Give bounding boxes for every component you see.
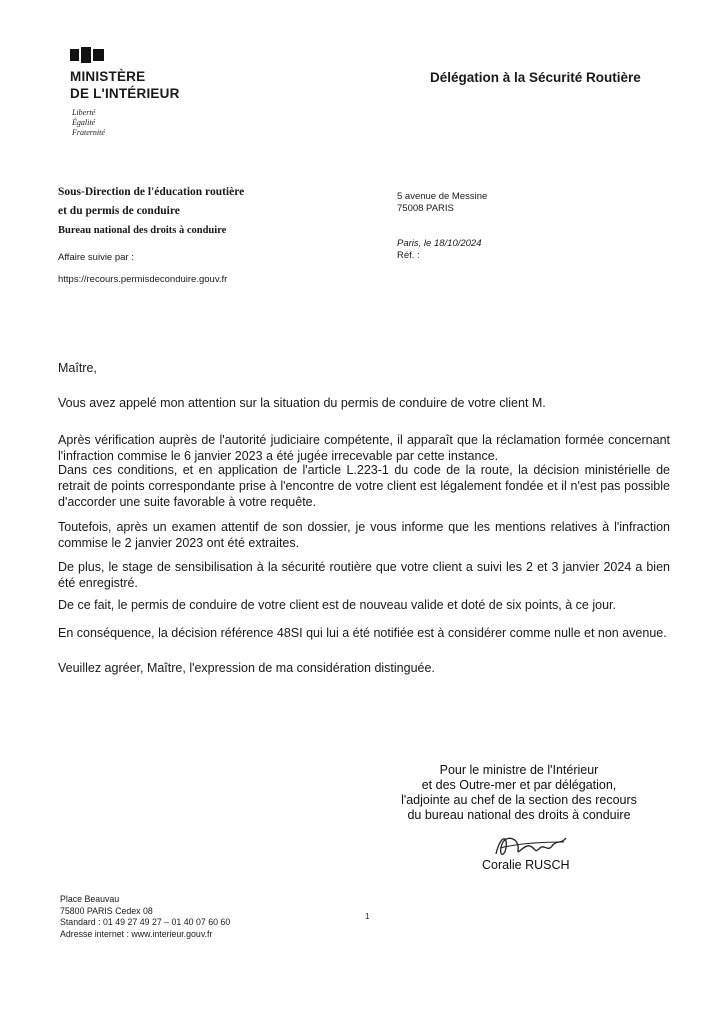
follow-up-label: Affaire suivie par : bbox=[58, 252, 134, 263]
ministry-line-1: MINISTÈRE bbox=[70, 69, 146, 84]
signer-name: Coralie RUSCH bbox=[482, 858, 570, 872]
paragraph-8: Veuillez agréer, Maître, l'expression de ma considération distinguée. bbox=[58, 661, 435, 675]
reference-label: Réf. : bbox=[397, 250, 420, 261]
footer-line-3: Standard : 01 49 27 49 27 – 01 40 07 60 60 bbox=[60, 917, 231, 927]
paragraph-3: Dans ces conditions, et en application de l'article L.223-1 du code de la route, la décision ministérielle de retrait de points correspondante prise à l'encontre de votre client est légalement fondée et il n'est pas possible d'accorder une suite favorable à votre requête. bbox=[58, 463, 670, 509]
paragraph-7: En conséquence, la décision référence 48SI qui lui a été notifiée est à considérer comme nulle et non avenue. bbox=[58, 626, 667, 640]
signature-line-1: Pour le ministre de l'Intérieur bbox=[439, 763, 599, 777]
recours-url[interactable]: https://recours.permisdeconduire.gouv.fr bbox=[58, 274, 228, 285]
footer-line-4: Adresse internet : www.interieur.gouv.fr bbox=[60, 928, 213, 939]
recipient-address bbox=[397, 191, 487, 215]
paragraph-5: De plus, le stage de sensibilisation à la sécurité routière que votre client a suivi les 2 et 3 janvier 2024 a bien été enregistré. bbox=[58, 560, 670, 590]
motto-liberte: Liberté bbox=[72, 108, 96, 117]
signature-line-3: l'adjointe au chef de la section des recours bbox=[401, 793, 637, 807]
delegation-title: Délégation à la Sécurité Routière bbox=[430, 70, 641, 85]
sender-department bbox=[58, 183, 244, 240]
sender-line-3: Bureau national des droits à conduire bbox=[58, 225, 227, 236]
recipient-city: 75008 PARIS bbox=[397, 203, 454, 214]
republic-motto bbox=[72, 108, 105, 138]
place-date: Paris, le 18/10/2024 bbox=[397, 238, 482, 249]
signature-block bbox=[388, 763, 650, 823]
footer-line-2: 75800 PARIS Cedex 08 bbox=[60, 905, 153, 916]
ministry-name bbox=[70, 68, 180, 102]
signature-line-4: du bureau national des droits à conduire bbox=[407, 808, 631, 822]
page-number: 1 bbox=[365, 912, 370, 921]
paragraph-6: De ce fait, le permis de conduire de votre client est de nouveau valide et doté de six points, à ce jour. bbox=[58, 598, 616, 612]
motto-fraternite: Fraternité bbox=[72, 128, 105, 137]
sender-line-2: et du permis de conduire bbox=[58, 205, 180, 217]
ministry-line-2: DE L'INTÉRIEUR bbox=[70, 86, 180, 101]
salutation: Maître, bbox=[58, 361, 97, 375]
signature-line-2: et des Outre-mer et par délégation, bbox=[421, 778, 617, 792]
paragraph-2: Après vérification auprès de l'autorité judiciaire compétente, il apparaît que la réclamation formée concernant l'infraction commise le 6 janvier 2023 a été jugée irrecevable par cette instance. bbox=[58, 433, 670, 463]
marianne-logo-icon bbox=[70, 47, 106, 63]
footer-line-1: Place Beauvau bbox=[60, 894, 120, 904]
sender-line-1: Sous-Direction de l'éducation routière bbox=[58, 186, 245, 198]
paragraph-1: Vous avez appelé mon attention sur la situation du permis de conduire de votre client M. bbox=[58, 396, 546, 410]
paragraph-4: Toutefois, après un examen attentif de son dossier, je vous informe que les mentions relatives à l'infraction commise le 2 janvier 2023 ont été extraites. bbox=[58, 520, 670, 550]
motto-egalite: Égalité bbox=[72, 118, 96, 127]
footer-contact bbox=[60, 894, 230, 940]
recipient-street: 5 avenue de Messine bbox=[397, 191, 488, 202]
